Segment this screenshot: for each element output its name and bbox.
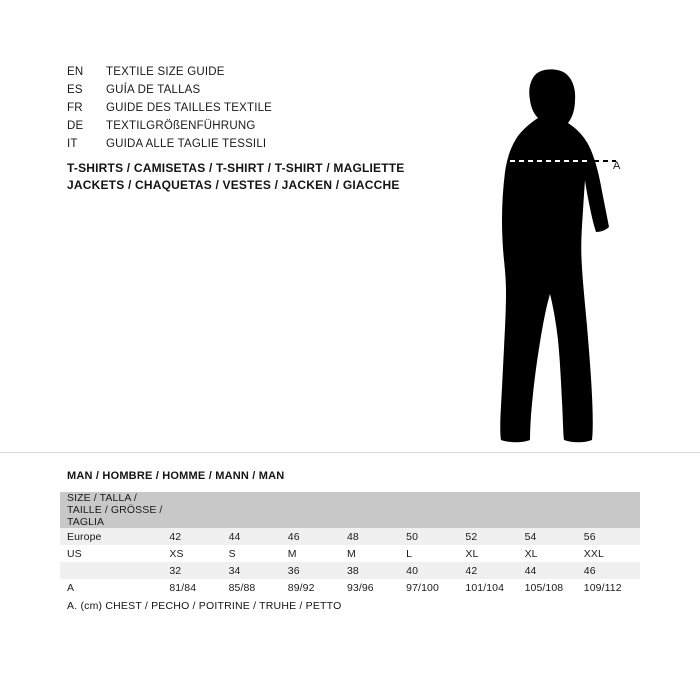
table-cell: XL (462, 545, 521, 562)
table-cell: 44 (522, 562, 581, 579)
language-code: EN (67, 66, 84, 78)
table-cell: 50 (403, 528, 462, 545)
table-cell: 81/84 (166, 579, 225, 596)
table-cell: 42 (462, 562, 521, 579)
table-header-blank (403, 492, 462, 528)
table-cell: 46 (581, 562, 640, 579)
language-label: GUIDA ALLE TAGLIE TESSILI (106, 138, 267, 150)
category-jackets: JACKETS / CHAQUETAS / VESTES / JACKEN / GIACCHE (67, 178, 400, 192)
table-cell: 52 (462, 528, 521, 545)
table-cell: L (403, 545, 462, 562)
table-title: MAN / HOMBRE / HOMME / MANN / MAN (67, 470, 285, 482)
table-cell: 85/88 (226, 579, 285, 596)
table-cell: 32 (166, 562, 225, 579)
table-cell: 38 (344, 562, 403, 579)
table-cell: 109/112 (581, 579, 640, 596)
table-cell: XL (522, 545, 581, 562)
language-row (67, 84, 467, 102)
man-silhouette-illustration (470, 60, 650, 450)
table-cell: 97/100 (403, 579, 462, 596)
table-cell: 105/108 (522, 579, 581, 596)
row-label: US (60, 545, 166, 562)
table-cell: XS (166, 545, 225, 562)
language-code: ES (67, 84, 83, 96)
garment-categories (67, 160, 497, 194)
table-cell: 101/104 (462, 579, 521, 596)
language-label: GUÍA DE TALLAS (106, 84, 201, 96)
language-row (67, 120, 467, 138)
table-cell: 44 (226, 528, 285, 545)
language-row (67, 138, 467, 156)
table-header-row (60, 492, 640, 528)
table-cell: 89/92 (285, 579, 344, 596)
table-cell: 42 (166, 528, 225, 545)
chest-measure-label: A (613, 160, 621, 172)
table-footnote: A. (cm) CHEST / PECHO / POITRINE / TRUHE / PETTO (67, 600, 342, 612)
table-header-blank (522, 492, 581, 528)
size-table (60, 492, 640, 596)
table-header-blank (581, 492, 640, 528)
table-cell: S (226, 545, 285, 562)
table-cell: 56 (581, 528, 640, 545)
table-cell: 36 (285, 562, 344, 579)
table-header-size: SIZE / TALLA / TAILLE / GRÖSSE / TAGLIA (60, 492, 166, 528)
table-cell: 34 (226, 562, 285, 579)
table-row (60, 579, 640, 596)
table-cell: 93/96 (344, 579, 403, 596)
category-tshirts: T-SHIRTS / CAMISETAS / T-SHIRT / T-SHIRT / MAGLIETTE (67, 161, 405, 175)
language-row (67, 66, 467, 84)
table-cell: 40 (403, 562, 462, 579)
table-header-blank (166, 492, 225, 528)
language-list (67, 66, 467, 156)
table-row (60, 562, 640, 579)
table-header-blank (226, 492, 285, 528)
table-row (60, 545, 640, 562)
language-code: FR (67, 102, 83, 114)
table-cell: XXL (581, 545, 640, 562)
table-cell: 54 (522, 528, 581, 545)
table-cell: M (344, 545, 403, 562)
table-header-blank (462, 492, 521, 528)
table-header-blank (344, 492, 403, 528)
table-cell: M (285, 545, 344, 562)
language-label: GUIDE DES TAILLES TEXTILE (106, 102, 273, 114)
table-cell: 48 (344, 528, 403, 545)
language-code: IT (67, 138, 78, 150)
language-label: TEXTILE SIZE GUIDE (106, 66, 225, 78)
language-row (67, 102, 467, 120)
table-row (60, 528, 640, 545)
row-label (60, 562, 166, 579)
table-header-blank (285, 492, 344, 528)
language-label: TEXTILGRÖßENFÜHRUNG (106, 120, 256, 132)
section-divider (0, 452, 700, 453)
row-label: A (60, 579, 166, 596)
table-cell: 46 (285, 528, 344, 545)
row-label: Europe (60, 528, 166, 545)
language-code: DE (67, 120, 84, 132)
